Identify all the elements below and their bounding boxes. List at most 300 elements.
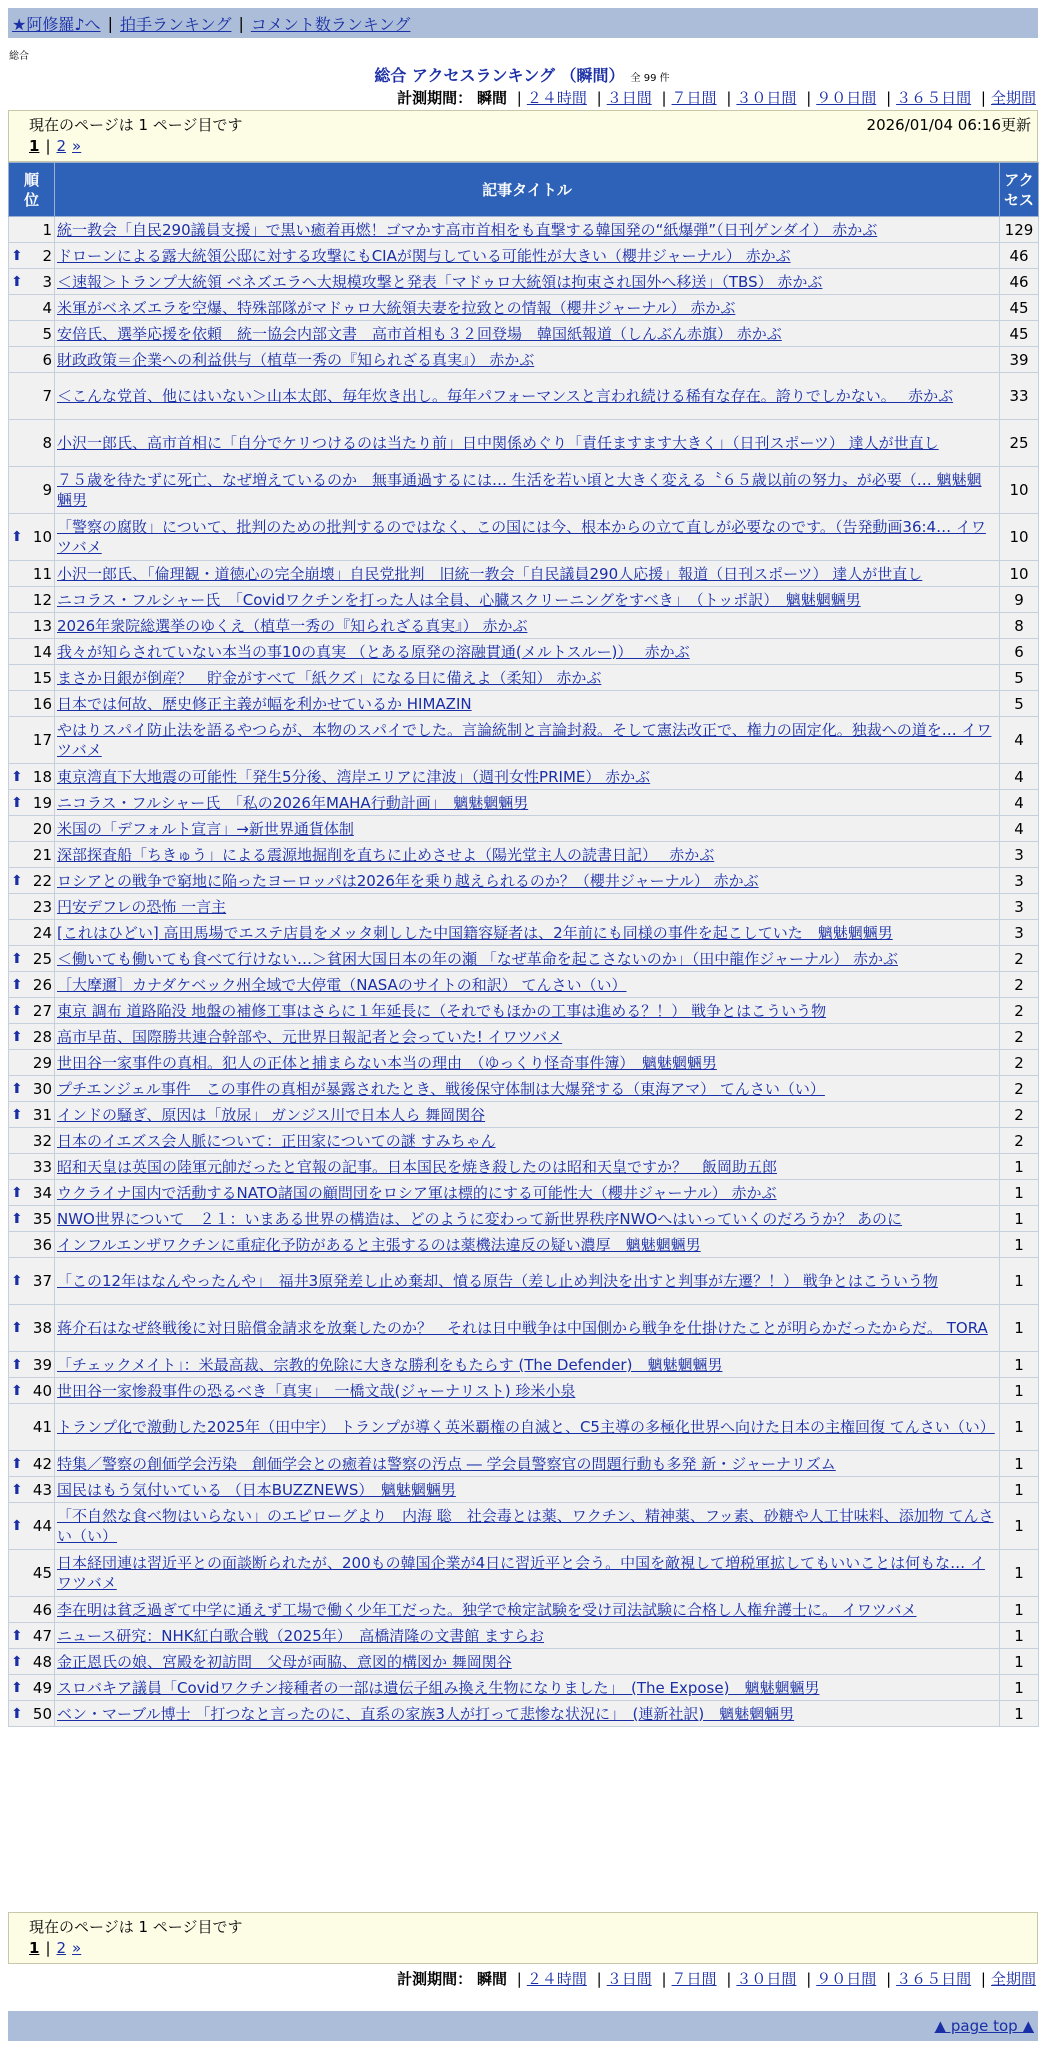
- title-cell: [55, 1701, 1000, 1727]
- pager-bottom: 1 | 2 »: [29, 1939, 82, 1957]
- access-count: 5: [1000, 691, 1039, 717]
- access-count: 1: [1000, 1701, 1039, 1727]
- rank-number: 4: [42, 298, 52, 317]
- title-cell: [55, 764, 1000, 790]
- table-row: [9, 1477, 1039, 1503]
- rank-cell: [9, 1024, 55, 1050]
- rank-number: 2: [42, 246, 52, 265]
- article-title-link[interactable]: 東京湾直下大地震の可能性「発生5分後、湾岸エリアに津波」（週刊女性PRIME） 赤かぶ: [57, 767, 651, 786]
- access-count: 4: [1000, 816, 1039, 842]
- rank-number: 13: [32, 616, 52, 635]
- access-count: 45: [1000, 321, 1039, 347]
- title-cell: [55, 1258, 1000, 1305]
- table-row: [9, 790, 1039, 816]
- article-title-link[interactable]: 「チェックメイト」：米最高裁、宗教的免除に大きな勝利をもたらす (The Defender) 魑魅魍魎男: [57, 1355, 723, 1374]
- period-label: 計測期間：: [397, 89, 473, 107]
- rank-cell: [9, 920, 55, 946]
- title-cell: [55, 842, 1000, 868]
- title-cell: [55, 998, 1000, 1024]
- rank-cell: [9, 1154, 55, 1180]
- article-title-link[interactable]: ＜速報＞トランプ大統領 ベネズエラへ大規模攻撃と発表「マドゥロ大統領は拘束され国外へ移送」（TBS） 赤かぶ: [57, 272, 823, 291]
- access-count: 5: [1000, 665, 1039, 691]
- access-count: 1: [1000, 1404, 1039, 1451]
- rank-cell: [9, 868, 55, 894]
- rank-number: 23: [32, 897, 52, 916]
- table-row: [9, 514, 1039, 561]
- period-selector-bottom: 計測期間： 瞬間 | ２４時間 | ３日間 | ７日間 | ３０日間 | ９０日間 | ３６５日間 | 全期間: [397, 1970, 1036, 1988]
- rank-cell: [9, 946, 55, 972]
- article-title-link[interactable]: 日本では何故、歴史修正主義が幅を利かせているか HIMAZIN: [57, 694, 472, 713]
- article-title-link[interactable]: 東京 調布 道路陥没 地盤の補修工事はさらに１年延長に（それでもほかの工事は進める？！） 戦争とはこういう物: [57, 1001, 827, 1020]
- title-cell: [55, 269, 1000, 295]
- rank-number: 15: [32, 668, 52, 687]
- table-row: [9, 269, 1039, 295]
- title-cell: [55, 243, 1000, 269]
- pager-next[interactable]: »: [72, 137, 82, 155]
- table-row: [9, 1675, 1039, 1701]
- table-row: [9, 1128, 1039, 1154]
- access-count: 10: [1000, 467, 1039, 514]
- article-title-link[interactable]: 円安デフレの恐怖 一言主: [57, 897, 227, 916]
- rank-number: 43: [32, 1480, 52, 1499]
- article-title-link[interactable]: 深部探査船「ちきゅう」による震源地掘削を直ちに止めさせよ（陽光堂主人の読書日記） 赤かぶ: [57, 845, 715, 864]
- table-row: [9, 1154, 1039, 1180]
- article-title-link[interactable]: 安倍氏、選挙応援を依頼 統一協会内部文書 高市首相も３２回登場 韓国紙報道（しんぶん赤旗） 赤かぶ: [57, 324, 782, 343]
- table-row: [9, 868, 1039, 894]
- access-count: 4: [1000, 717, 1039, 764]
- rank-cell: [9, 1180, 55, 1206]
- table-row: [9, 1050, 1039, 1076]
- period-link-365d[interactable]: ３６５日間: [896, 89, 972, 107]
- table-row: [9, 1258, 1039, 1305]
- col-header-rank: 順位: [9, 163, 55, 217]
- rank-number: 16: [32, 694, 52, 713]
- rank-cell: [9, 613, 55, 639]
- article-title-link[interactable]: 2026年衆院総選挙のゆくえ（植草一秀の『知られざる真実』） 赤かぶ: [57, 616, 528, 635]
- rank-number: 46: [32, 1600, 52, 1619]
- rank-number: 48: [32, 1652, 52, 1671]
- access-count: 3: [1000, 894, 1039, 920]
- rank-cell: [9, 1232, 55, 1258]
- rank-number: 26: [32, 975, 52, 994]
- rank-number: 18: [32, 767, 52, 786]
- rank-number: 47: [32, 1626, 52, 1645]
- table-row: [9, 1102, 1039, 1128]
- access-count: 1: [1000, 1352, 1039, 1378]
- nav-link-asyura[interactable]: ★阿修羅♪へ: [12, 14, 101, 34]
- access-count: 10: [1000, 561, 1039, 587]
- rank-cell: [9, 764, 55, 790]
- title-cell: [55, 1649, 1000, 1675]
- article-title-link[interactable]: 特集／警察の創価学会汚染 創価学会との癒着は警察の汚点 ― 学会員警察官の問題行動も多発 新・ジャーナリズム: [57, 1454, 836, 1473]
- rank-cell: [9, 1378, 55, 1404]
- title-cell: [55, 894, 1000, 920]
- rank-cell: [9, 1675, 55, 1701]
- table-row: [9, 1076, 1039, 1102]
- rank-up-arrow-icon: ⬆: [11, 1002, 23, 1019]
- table-row: [9, 1206, 1039, 1232]
- table-row: [9, 1701, 1039, 1727]
- article-title-link[interactable]: 国民はもう気付いている （日本BUZZNEWS） 魑魅魍魎男: [57, 1480, 456, 1499]
- rank-cell: [9, 816, 55, 842]
- access-count: 3: [1000, 920, 1039, 946]
- article-title-link[interactable]: ［大摩邇］カナダケベック州全域で大停電（NASAのサイトの和訳） てんさい（い）: [57, 975, 627, 994]
- access-count: 6: [1000, 639, 1039, 665]
- rank-cell: [9, 217, 55, 243]
- rank-up-arrow-icon: ⬆: [11, 950, 23, 967]
- ranking-table: [8, 162, 1039, 1727]
- pager-current: 1: [29, 137, 40, 155]
- table-row: [9, 587, 1039, 613]
- rank-cell: [9, 1050, 55, 1076]
- title-cell: [55, 920, 1000, 946]
- table-row: [9, 420, 1039, 467]
- section-label: 総合: [9, 51, 29, 62]
- rank-cell: [9, 1305, 55, 1352]
- rank-number: 8: [42, 434, 52, 452]
- rank-cell: [9, 972, 55, 998]
- table-row: [9, 946, 1039, 972]
- table-row: [9, 998, 1039, 1024]
- period-link-90d[interactable]: ９０日間: [816, 89, 877, 107]
- pager-current: 1: [29, 1939, 40, 1957]
- rank-up-arrow-icon: ⬆: [11, 1028, 23, 1045]
- rank-number: 25: [32, 949, 52, 968]
- rank-cell: [9, 1102, 55, 1128]
- rank-number: 11: [32, 564, 52, 583]
- access-count: 1: [1000, 1451, 1039, 1477]
- article-title-link[interactable]: 小沢一郎氏、高市首相に「自分でケリつけるのは当たり前」日中関係めぐり「責任ますます大きく」（日刊スポーツ） 達人が世直し: [57, 434, 939, 452]
- rank-cell: [9, 1597, 55, 1623]
- article-title-link[interactable]: 金正恩氏の娘、宮殿を初訪問 父母が両脇、意図的構図か 舞岡関谷: [57, 1652, 512, 1671]
- table-row: [9, 467, 1039, 514]
- rank-cell: [9, 1206, 55, 1232]
- article-title-link[interactable]: スロバキア議員「Covidワクチン接種者の一部は遺伝子組み換え生物になりました」 (The Expose) 魑魅魍魎男: [57, 1678, 820, 1697]
- rank-number: 1: [42, 220, 52, 239]
- access-count: 129: [1000, 217, 1039, 243]
- access-count: 2: [1000, 1024, 1039, 1050]
- rank-up-arrow-icon: ⬆: [11, 1481, 23, 1498]
- rank-number: 20: [32, 819, 52, 838]
- rank-number: 36: [32, 1235, 52, 1254]
- access-count: 4: [1000, 790, 1039, 816]
- access-count: 1: [1000, 1258, 1039, 1305]
- page-info-box-top: [8, 110, 1038, 162]
- access-count: 8: [1000, 613, 1039, 639]
- title-cell: [55, 1102, 1000, 1128]
- article-title-link[interactable]: まさか日銀が倒産？ 貯金がすべて「紙クズ」になる日に備えよ（柔知） 赤かぶ: [57, 668, 602, 687]
- bottom-bar: [8, 2011, 1038, 2041]
- article-title-link[interactable]: 「この12年はなんやったんや」 福井3原発差し止め棄却、憤る原告（差し止め判決を出すと判事が左遷？！） 戦争とはこういう物: [57, 1272, 938, 1290]
- page-title: [0, 63, 1044, 86]
- title-cell: [55, 946, 1000, 972]
- rank-cell: [9, 1623, 55, 1649]
- article-title-link[interactable]: インドの騒ぎ、原因は「放尿」 ガンジス川で日本人ら 舞岡関谷: [57, 1105, 486, 1124]
- article-title-link[interactable]: ＜こんな党首、他にはいない＞山本太郎、毎年炊き出し。毎年パフォーマンスと言われ続ける稀有な存在。誇りでしかない。 赤かぶ: [57, 387, 954, 405]
- rank-number: 40: [32, 1381, 52, 1400]
- pager-page-2[interactable]: 2: [56, 1939, 67, 1957]
- total-count: 全 99 件: [630, 73, 670, 84]
- access-count: 1: [1000, 1305, 1039, 1352]
- table-row: [9, 1180, 1039, 1206]
- article-title-link[interactable]: 米国の「デフォルト宣言」→新世界通貨体制: [57, 819, 354, 838]
- access-count: 1: [1000, 1477, 1039, 1503]
- period-link-90d[interactable]: ９０日間: [816, 1970, 877, 1988]
- table-row: [9, 1305, 1039, 1352]
- access-count: 2: [1000, 972, 1039, 998]
- table-row: [9, 1404, 1039, 1451]
- rank-number: 24: [32, 923, 52, 942]
- rank-cell: [9, 269, 55, 295]
- access-count: 10: [1000, 514, 1039, 561]
- title-cell: [55, 1451, 1000, 1477]
- rank-number: 21: [32, 845, 52, 864]
- rank-cell: [9, 295, 55, 321]
- article-title-link[interactable]: 日本経団連は習近平との面談断られたが、200もの韓国企業が4日に習近平と会う。中国を敵視して増税軍拡してもいいことは何もな… イワツバメ: [57, 1554, 985, 1592]
- period-link-24h[interactable]: ２４時間: [526, 1970, 587, 1988]
- rank-cell: [9, 998, 55, 1024]
- nav-link-applause-ranking[interactable]: 拍手ランキング: [119, 14, 232, 34]
- rank-number: 42: [32, 1454, 52, 1473]
- updated-time: 2026/01/04 06:16更新: [866, 116, 1031, 134]
- table-row: [9, 717, 1039, 764]
- access-count: 2: [1000, 946, 1039, 972]
- rank-number: 12: [32, 590, 52, 609]
- title-cell: [55, 1180, 1000, 1206]
- rank-cell: [9, 1352, 55, 1378]
- access-count: 2: [1000, 1076, 1039, 1102]
- article-title-link[interactable]: 「警察の腐敗」について、批判のための批判するのではなく、この国には今、根本からの立て直しが必要なのです。（告発動画36:4… イワツバメ: [57, 518, 986, 556]
- rank-number: 9: [42, 481, 52, 499]
- period-current: 瞬間: [476, 89, 507, 107]
- article-title-link[interactable]: 財政政策＝企業への利益供与（植草一秀の『知られざる真実』） 赤かぶ: [57, 350, 535, 369]
- rank-cell: [9, 1076, 55, 1102]
- article-title-link[interactable]: 蒋介石はなぜ終戦後に対日賠償金請求を放棄したのか？ それは日中戦争は中国側から戦争を仕掛けたことが明らかだったからだ。 TORA: [57, 1319, 988, 1337]
- rank-number: 28: [32, 1027, 52, 1046]
- article-title-link[interactable]: ＜働いても働いても食べて行けない…＞貧困大国日本の年の瀬 「なぜ革命を起こさないのか」（田中龍作ジャーナル） 赤かぶ: [57, 949, 898, 968]
- table-header-row: [9, 163, 1039, 217]
- rank-cell: [9, 243, 55, 269]
- rank-up-arrow-icon: ⬆: [11, 794, 23, 811]
- title-cell: [55, 420, 1000, 467]
- title-cell: [55, 1206, 1000, 1232]
- rank-number: 35: [32, 1209, 52, 1228]
- title-cell: [55, 717, 1000, 764]
- table-row: [9, 816, 1039, 842]
- article-title-link[interactable]: ベン・マーブル博士 「打つなと言ったのに、直系の家族3人が打って悲惨な状況に」 (連新社訳) 魑魅魍魎男: [57, 1704, 795, 1723]
- rank-number: 6: [42, 350, 52, 369]
- access-count: 2: [1000, 998, 1039, 1024]
- table-row: [9, 373, 1039, 420]
- access-count: 1: [1000, 1180, 1039, 1206]
- article-title-link[interactable]: インフルエンザワクチンに重症化予防があると主張するのは薬機法違反の疑い濃厚 魑魅魍魎男: [57, 1235, 701, 1254]
- article-title-link[interactable]: ニコラス・フルシャー氏 「私の2026年MAHA行動計画」 魑魅魍魎男: [57, 793, 529, 812]
- table-row: [9, 561, 1039, 587]
- nav-link-comment-ranking[interactable]: コメント数ランキング: [250, 14, 411, 34]
- title-cell: [55, 1024, 1000, 1050]
- rank-number: 41: [32, 1418, 52, 1436]
- title-cell: [55, 1378, 1000, 1404]
- rank-number: 44: [32, 1517, 52, 1535]
- title-cell: [55, 790, 1000, 816]
- period-link-7d[interactable]: ７日間: [671, 89, 717, 107]
- access-count: 1: [1000, 1623, 1039, 1649]
- article-title-link[interactable]: 米軍がベネズエラを空爆、特殊部隊がマドゥロ大統領夫妻を拉致との情報（櫻井ジャーナル） 赤かぶ: [57, 298, 736, 317]
- article-title-link[interactable]: NWO世界について ２１：いまある世界の構造は、どのように変わって新世界秩序NWOへはいっていくのだろうか？ あのに: [57, 1209, 903, 1228]
- rank-cell: [9, 691, 55, 717]
- title-cell: [55, 1623, 1000, 1649]
- title-cell: [55, 1050, 1000, 1076]
- rank-number: 49: [32, 1678, 52, 1697]
- page-top-link[interactable]: ▲ page top ▲: [934, 2017, 1034, 2035]
- table-row: [9, 321, 1039, 347]
- title-cell: [55, 561, 1000, 587]
- title-cell: [55, 1352, 1000, 1378]
- table-row: [9, 1024, 1039, 1050]
- rank-cell: [9, 894, 55, 920]
- article-title-link[interactable]: ロシアとの戦争で窮地に陥ったヨーロッパは2026年を乗り越えられるのか？（櫻井ジャーナル） 赤かぶ: [57, 871, 759, 890]
- table-row: [9, 295, 1039, 321]
- rank-up-arrow-icon: ⬆: [11, 1320, 23, 1336]
- table-row: [9, 842, 1039, 868]
- article-title-link[interactable]: 昭和天皇は英国の陸軍元帥だったと官報の記事。日本国民を焼き殺したのは昭和天皇ですか？ 飯岡助五郎: [57, 1157, 778, 1176]
- rank-number: 10: [32, 528, 52, 546]
- period-link-30d[interactable]: ３０日間: [736, 89, 797, 107]
- rank-number: 14: [32, 642, 52, 661]
- table-row: [9, 1623, 1039, 1649]
- rank-up-arrow-icon: ⬆: [11, 872, 23, 889]
- title-cell: [55, 321, 1000, 347]
- title-cell: [55, 1503, 1000, 1550]
- rank-up-arrow-icon: ⬆: [11, 1356, 23, 1373]
- title-cell: [55, 217, 1000, 243]
- title-cell: [55, 587, 1000, 613]
- period-link-3d[interactable]: ３日間: [606, 89, 652, 107]
- title-cell: [55, 1477, 1000, 1503]
- table-row: [9, 920, 1039, 946]
- article-title-link[interactable]: ウクライナ国内で活動するNATO諸国の顧問団をロシア軍は標的にする可能性大（櫻井ジャーナル） 赤かぶ: [57, 1183, 777, 1202]
- period-link-24h[interactable]: ２４時間: [526, 89, 587, 107]
- title-cell: [55, 467, 1000, 514]
- article-title-link[interactable]: 統一教会「自民290議員支援」で黒い癒着再燃！ゴマかす高市首相をも直撃する韓国発の“紙爆弾”（日刊ゲンダイ） 赤かぶ: [57, 220, 878, 239]
- article-title-link[interactable]: 小沢一郎氏、「倫理観・道徳心の完全崩壊」自民党批判 旧統一教会「自民議員290人応援」報道（日刊スポーツ） 達人が世直し: [57, 564, 923, 583]
- period-link-all[interactable]: 全期間: [990, 89, 1036, 107]
- title-cell: [55, 816, 1000, 842]
- table-row: [9, 894, 1039, 920]
- table-row: [9, 1597, 1039, 1623]
- title-cell: [55, 691, 1000, 717]
- article-title-link[interactable]: [これはひどい] 高田馬場でエステ店員をメッタ刺しした中国籍容疑者は、2年前にも同様の事件を起こしていた 魑魅魍魎男: [57, 923, 893, 942]
- rank-number: 38: [32, 1319, 52, 1337]
- period-link-30d[interactable]: ３０日間: [736, 1970, 797, 1988]
- table-row: [9, 1378, 1039, 1404]
- access-count: 1: [1000, 1649, 1039, 1675]
- article-title-link[interactable]: ニュース研究：NHK紅白歌合戦（2025年） 高橋清隆の文書館 ますらお: [57, 1626, 545, 1645]
- article-title-link[interactable]: 「不自然な食べ物はいらない」のエピローグより 内海 聡 社会毒とは薬、ワクチン、精神薬、フッ素、砂糖や人工甘味料、添加物 てんさい（い）: [57, 1507, 994, 1545]
- rank-up-arrow-icon: ⬆: [11, 1627, 23, 1644]
- rank-cell: [9, 321, 55, 347]
- rank-number: 32: [32, 1131, 52, 1150]
- rank-cell: [9, 587, 55, 613]
- access-count: 3: [1000, 868, 1039, 894]
- rank-number: 29: [32, 1053, 52, 1072]
- title-cell: [55, 1305, 1000, 1352]
- access-count: 4: [1000, 764, 1039, 790]
- access-count: 2: [1000, 1128, 1039, 1154]
- access-count: 1: [1000, 1503, 1039, 1550]
- table-row: [9, 1451, 1039, 1477]
- rank-cell: [9, 1404, 55, 1451]
- period-link-7d[interactable]: ７日間: [671, 1970, 717, 1988]
- article-title-link[interactable]: トランプ化で激動した2025年（田中宇） トランプが導く英米覇権の自滅と、C5主導の多極化世界へ向けた日本の主権回復 てんさい（い）: [57, 1418, 995, 1436]
- rank-number: 39: [32, 1355, 52, 1374]
- article-title-link[interactable]: 我々が知らされていない本当の事10の真実 （とある原発の溶融貫通(メルトスルー)） 赤かぶ: [57, 642, 690, 661]
- rank-number: 19: [32, 793, 52, 812]
- title-cell: [55, 1154, 1000, 1180]
- page-info: 現在のページは 1 ページ目です: [29, 1918, 243, 1936]
- rank-number: 31: [32, 1105, 52, 1124]
- rank-number: 22: [32, 871, 52, 890]
- rank-number: 33: [32, 1157, 52, 1176]
- rank-number: 7: [42, 387, 52, 405]
- article-title-link[interactable]: ７５歳を待たずに死亡、なぜ増えているのか 無事通過するには… 生活を若い頃と大きく変える〝６５歳以前の努力〟が必要（… 魑魅魍魎男: [57, 471, 982, 509]
- title-cell: [55, 665, 1000, 691]
- article-title-link[interactable]: プチエンジェル事件 この事件の真相が暴露されたとき、戦後保守体制は大爆発する（東海アマ） てんさい（い）: [57, 1079, 825, 1098]
- table-row: [9, 217, 1039, 243]
- article-title-link[interactable]: 李在明は貧乏過ぎて中学に通えず工場で働く少年工だった。独学で検定試験を受け司法試験に合格し人権弁護士に。 イワツバメ: [57, 1600, 917, 1619]
- title-cell: [55, 1232, 1000, 1258]
- title-cell: [55, 1675, 1000, 1701]
- rank-cell: [9, 1649, 55, 1675]
- article-title-link[interactable]: 高市早苗、国際勝共連合幹部や、元世界日報記者と会っていた! イワツバメ: [57, 1027, 563, 1046]
- table-row: [9, 665, 1039, 691]
- table-row: [9, 639, 1039, 665]
- rank-up-arrow-icon: ⬆: [11, 1106, 23, 1123]
- table-row: [9, 243, 1039, 269]
- rank-cell: [9, 347, 55, 373]
- rank-cell: [9, 790, 55, 816]
- access-count: 1: [1000, 1378, 1039, 1404]
- rank-up-arrow-icon: ⬆: [11, 1653, 23, 1670]
- pager-page-2[interactable]: 2: [56, 137, 67, 155]
- rank-up-arrow-icon: ⬆: [11, 976, 23, 993]
- rank-cell: [9, 373, 55, 420]
- article-title-link[interactable]: やはりスパイ防止法を語るやつらが、本物のスパイでした。言論統制と言論封殺。そして憲法改正で、権力の固定化。独裁への道を… イワツバメ: [57, 721, 992, 759]
- article-title-link[interactable]: 世田谷一家惨殺事件の恐るべき「真実」 一橋文哉(ジャーナリスト) 珍米小泉: [57, 1381, 576, 1400]
- access-count: 9: [1000, 587, 1039, 613]
- rank-number: 3: [42, 272, 52, 291]
- article-title-link[interactable]: ニコラス・フルシャー氏 「Covidワクチンを打った人は全員、心臓スクリーニングをすべき」 （トッポ訳） 魑魅魍魎男: [57, 590, 861, 609]
- period-link-all[interactable]: 全期間: [990, 1970, 1036, 1988]
- title-cell: [55, 868, 1000, 894]
- article-title-link[interactable]: 日本のイエズス会人脈について：正田家についての謎 すみちゃん: [57, 1131, 496, 1150]
- rank-cell: [9, 842, 55, 868]
- period-link-3d[interactable]: ３日間: [606, 1970, 652, 1988]
- top-nav-bar: [8, 8, 1038, 38]
- rank-cell: [9, 1451, 55, 1477]
- table-row: [9, 1649, 1039, 1675]
- pager-next[interactable]: »: [72, 1939, 82, 1957]
- article-title-link[interactable]: 世田谷一家事件の真相。犯人の正体と捕まらない本当の理由 （ゆっくり怪奇事件簿） 魑魅魍魎男: [57, 1053, 717, 1072]
- rank-number: 27: [32, 1001, 52, 1020]
- period-link-365d[interactable]: ３６５日間: [896, 1970, 972, 1988]
- article-title-link[interactable]: ドローンによる露大統領公邸に対する攻撃にもCIAが関与している可能性が大きい（櫻井ジャーナル） 赤かぶ: [57, 246, 791, 265]
- rank-cell: [9, 639, 55, 665]
- access-count: 2: [1000, 1102, 1039, 1128]
- rank-up-arrow-icon: ⬆: [11, 1679, 23, 1696]
- rank-up-arrow-icon: ⬆: [11, 1518, 23, 1534]
- page-info: 現在のページは 1 ページ目です: [29, 116, 243, 134]
